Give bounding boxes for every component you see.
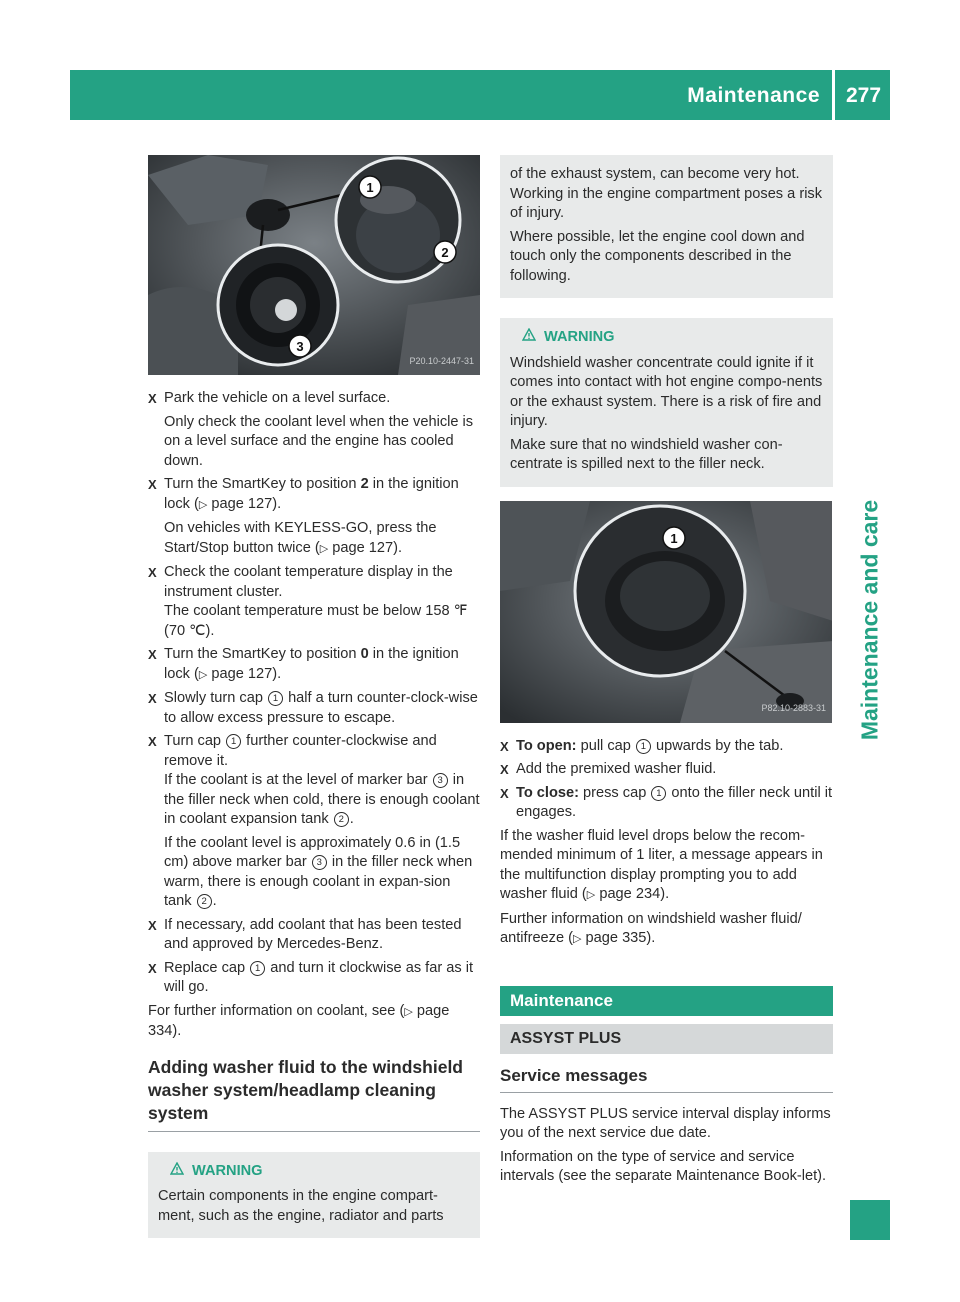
page-ref-link[interactable]: page 127	[211, 665, 273, 682]
callout-2	[434, 241, 456, 263]
callout-ref: 2	[334, 812, 349, 827]
svg-text:1: 1	[366, 180, 374, 195]
callout-ref: 1	[651, 786, 666, 801]
warning-text: of the exhaust system, can become very hot. Working in the engine compartment poses a risk of injury.	[510, 166, 823, 221]
step: X Add the premixed washer fluid.	[500, 760, 833, 780]
svg-text:3: 3	[296, 339, 304, 354]
callout-ref: 1	[226, 734, 241, 749]
step-note: On vehicles with KEYLESS-GO, press the Start/Stop button twice (▷ page 127).	[164, 520, 437, 556]
left-column	[148, 155, 480, 1238]
step-note: If the coolant is at the level of marker bar 3 in the filler neck when cold, there is enough coolant in coolant expansion tank 2 .	[164, 772, 480, 827]
warning-triangle-icon	[522, 328, 536, 348]
subsection-heading: Service messages	[500, 1064, 833, 1093]
page-ref-arrow-icon: ▷	[404, 1005, 413, 1018]
step: X If necessary, add coolant that has been tested and approved by Mercedes-Benz.	[148, 916, 480, 955]
step: X Replace cap 1 and turn it clockwise as far as it will go.	[148, 959, 480, 998]
page-ref-link[interactable]: page 127	[211, 495, 273, 512]
page-ref-link[interactable]: page 334	[148, 1002, 450, 1039]
warning-triangle-icon	[170, 1162, 184, 1182]
step: X Slowly turn cap 1 half a turn counter-clock-wise to allow excess pressure to escape.	[148, 689, 480, 728]
warning-title: WARNING	[522, 328, 823, 348]
subsection-banner: ASSYST PLUS	[500, 1024, 833, 1054]
callout-1	[663, 527, 685, 549]
svg-text:2: 2	[441, 245, 449, 260]
step: X Turn the SmartKey to position 2 in the ignition lock (▷ page 127).	[148, 475, 480, 515]
warning-box	[500, 318, 833, 487]
callout-3	[289, 335, 311, 357]
page-ref-arrow-icon: ▷	[586, 889, 596, 901]
washer-figure	[500, 501, 832, 723]
side-tab-marker	[850, 1200, 890, 1240]
section-heading: Adding washer fluid to the windshield washer system/headlamp cleaning system	[148, 1056, 480, 1132]
page-ref-link[interactable]: page 127	[332, 539, 394, 556]
right-column	[500, 155, 833, 1191]
further-info: For further information on coolant, see (▷ page 334).	[148, 1002, 450, 1039]
svg-text:1: 1	[670, 530, 678, 546]
warning-text: Where possible, let the engine cool down and touch only the components described in the following.	[510, 228, 805, 284]
callout-ref: 2	[197, 894, 212, 909]
paragraph: If the washer fluid level drops below the recom-mended minimum of 1 liter, a message appears in the multifunction display prompting you to add washer fluid (▷ page 234).	[500, 827, 823, 902]
page-ref-link[interactable]: page 234	[599, 886, 661, 902]
step-note: If the coolant level is approximately 0.6 in (1.5 cm) above marker bar 3 in the filler neck when warm, there is enough coolant in expan-sion tank 2 .	[164, 834, 473, 909]
page-ref-arrow-icon: ▷	[198, 498, 208, 511]
engine-bay-illustration	[148, 155, 480, 375]
section-banner: Maintenance	[500, 986, 833, 1016]
figure-code: P20.10-2447-31	[409, 355, 474, 366]
warning-title: WARNING	[170, 1162, 470, 1182]
callout-1	[359, 176, 381, 198]
page-ref-arrow-icon: ▷	[198, 668, 208, 681]
side-tab-label: Maintenance and care	[856, 499, 883, 741]
page-ref-link[interactable]: page 335	[585, 930, 647, 946]
step: X Turn cap 1 further counter-clockwise and remove it.	[148, 732, 480, 771]
header-separator	[832, 70, 835, 120]
warning-text: Windshield washer concentrate could ignite if it comes into contact with hot engine compo-nents or the exhaust system. There is a risk of fire and injury.	[510, 354, 823, 429]
step: X Park the vehicle on a level surface.	[148, 389, 480, 409]
page-ref-arrow-icon: ▷	[573, 933, 582, 945]
step: X To close: press cap 1 onto the filler neck until it engages.	[500, 784, 833, 823]
page-ref-arrow-icon: ▷	[319, 542, 329, 555]
step-note: The coolant temperature must be below 158 ℉ (70 ℃).	[164, 603, 468, 639]
callout-ref: 3	[312, 855, 327, 870]
callout-ref: 1	[268, 691, 283, 706]
warning-box-continued	[500, 155, 833, 298]
chapter-title: Maintenance	[687, 84, 820, 107]
step: X Check the coolant temperature display in the instrument cluster.	[148, 563, 480, 602]
paragraph: The ASSYST PLUS service interval display informs you of the next service due date.	[500, 1105, 831, 1141]
coolant-figure	[148, 155, 480, 375]
washer-reservoir-illustration	[500, 501, 832, 723]
warning-box	[148, 1152, 480, 1239]
step: X To open: pull cap 1 upwards by the tab.	[500, 737, 833, 757]
callout-ref: 3	[433, 773, 448, 788]
paragraph: Further information on windshield washer fluid/ antifreeze (▷ page 335).	[500, 910, 802, 946]
page-number: 277	[846, 84, 882, 107]
warning-text: Make sure that no windshield washer con-centrate is spilled next to the filler neck.	[510, 436, 783, 472]
paragraph: Information on the type of service and service intervals (see the separate Maintenance Book-let).	[500, 1148, 827, 1184]
callout-ref: 1	[250, 961, 265, 976]
figure-code: P82.10-2883-31	[761, 703, 826, 713]
step-note: Only check the coolant level when the vehicle is on a level surface and the engine has cooled down.	[164, 413, 474, 469]
warning-text: Certain components in the engine compart-ment, such as the engine, radiator and parts	[158, 1188, 444, 1224]
callout-ref: 1	[636, 739, 651, 754]
step: X Turn the SmartKey to position 0 in the ignition lock (▷ page 127).	[148, 645, 480, 685]
